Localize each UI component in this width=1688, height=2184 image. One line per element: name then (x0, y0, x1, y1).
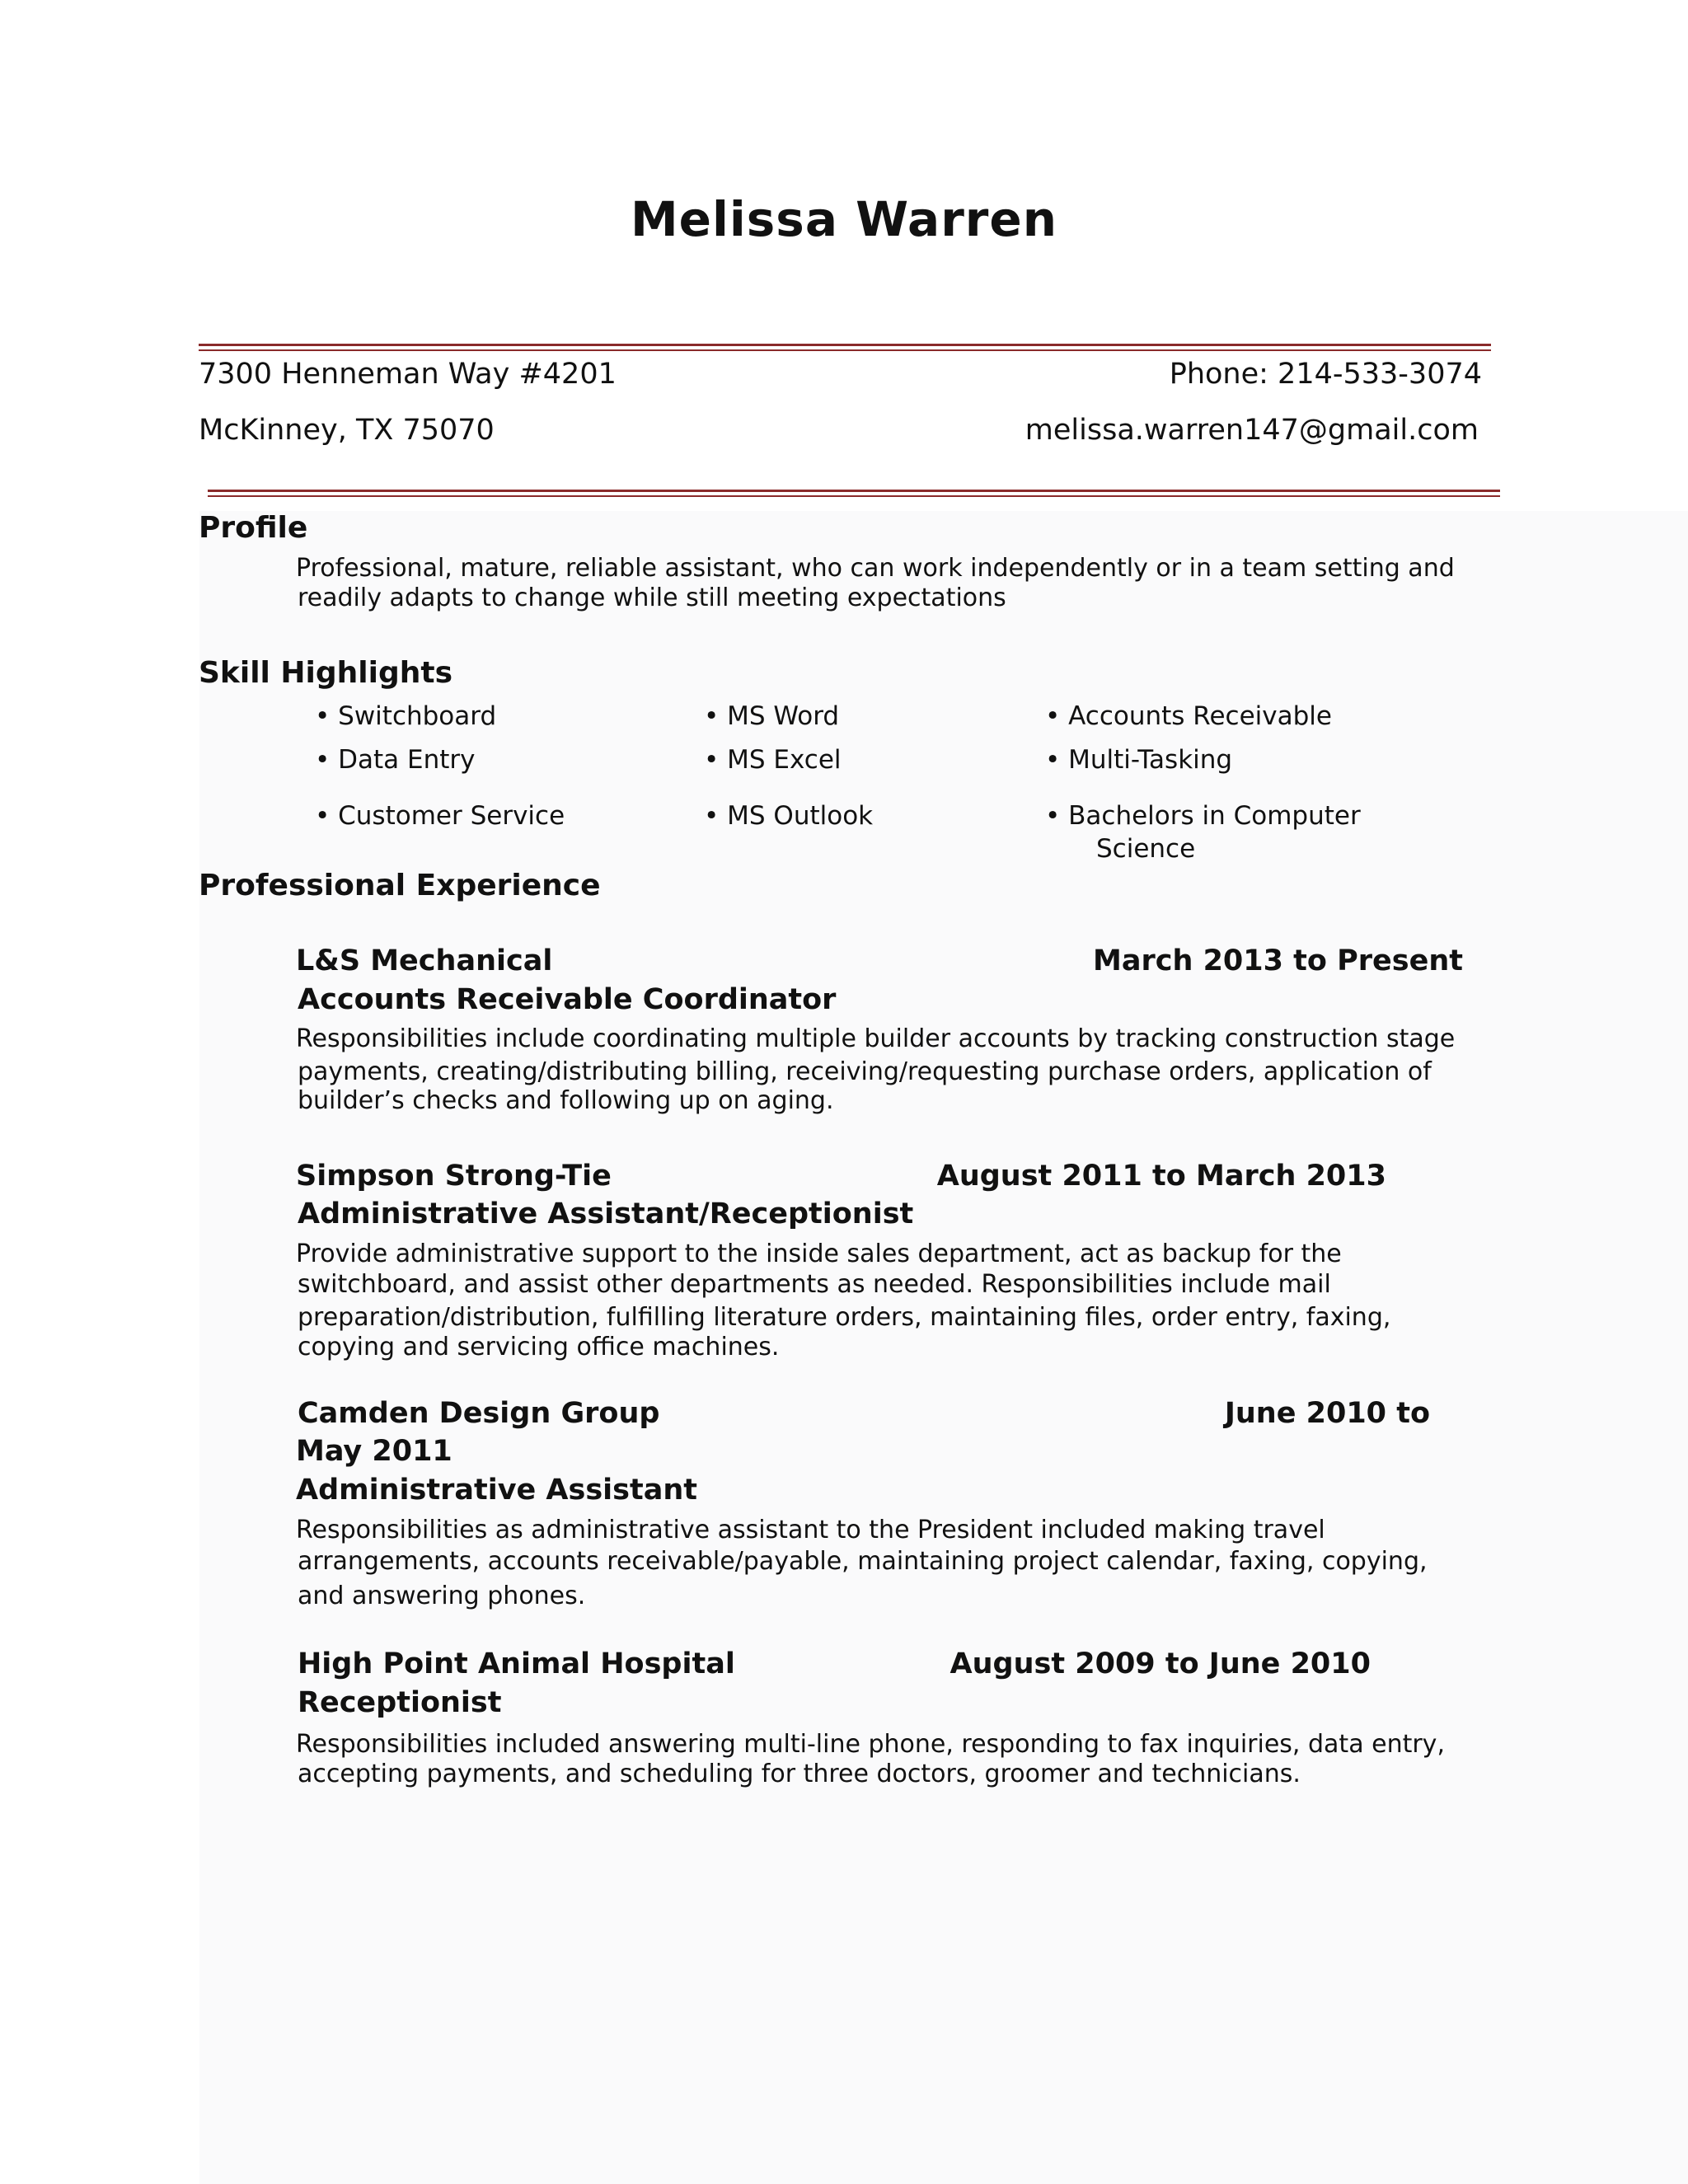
job-description-line: Responsibilities as administrative assistant to the President included making travel (296, 1516, 1325, 1544)
phone: Phone: 214-533-3074 (1169, 358, 1482, 391)
job-description-line: and answering phones. (298, 1582, 586, 1610)
skill-item: • Customer Service (315, 801, 565, 831)
skill-item: • MS Excel (704, 745, 842, 775)
job-company: Simpson Strong-Tie (296, 1160, 612, 1193)
job-description-line: Provide administrative support to the inside sales department, act as backup for the (296, 1240, 1342, 1268)
profile-heading: Profile (199, 511, 308, 545)
job-description-line: payments, creating/distributing billing, receiving/requesting purchase orders, application of (298, 1057, 1432, 1086)
job-description-line: preparation/distribution, fulfilling literature orders, maintaining files, order entry, faxing, (298, 1303, 1391, 1332)
bottom-rule-2 (208, 495, 1500, 497)
skills-heading: Skill Highlights (199, 656, 453, 690)
job-title: Administrative Assistant (296, 1474, 698, 1507)
email: melissa.warren147@gmail.com (1025, 414, 1479, 447)
job-company: High Point Animal Hospital (298, 1647, 735, 1680)
job-dates: August 2011 to March 2013 (936, 1160, 1386, 1193)
job-company: Camden Design Group (298, 1397, 660, 1430)
address-line2: McKinney, TX 75070 (199, 414, 495, 447)
job-title: Accounts Receivable Coordinator (298, 983, 837, 1016)
resume-name: Melissa Warren (630, 191, 1058, 247)
job-dates-continued: May 2011 (296, 1435, 452, 1468)
profile-line2: readily adapts to change while still meeting expectations (298, 583, 1006, 612)
job-dates: June 2010 to (1224, 1397, 1430, 1430)
top-rule-1 (199, 344, 1491, 346)
job-dates: August 2009 to June 2010 (950, 1647, 1371, 1680)
bottom-rule-1 (208, 490, 1500, 492)
job-description-line: Responsibilities included answering multi-line phone, responding to fax inquiries, data entry, (296, 1730, 1445, 1759)
skill-item: • Bachelors in Computer (1045, 801, 1361, 831)
skill-item: • Data Entry (315, 745, 476, 775)
job-description-line: copying and servicing office machines. (298, 1333, 780, 1361)
job-description-line: Responsibilities include coordinating multiple builder accounts by tracking construction stage (296, 1024, 1456, 1053)
experience-heading: Professional Experience (199, 869, 601, 902)
job-description-line: accepting payments, and scheduling for three doctors, groomer and technicians. (298, 1760, 1301, 1788)
profile-line1: Professional, mature, reliable assistant, who can work independently or in a team setting and (296, 554, 1455, 583)
job-title: Administrative Assistant/Receptionist (298, 1197, 914, 1230)
job-description-line: switchboard, and assist other departments as needed. Responsibilities include mail (298, 1270, 1331, 1299)
skill-item: • MS Outlook (704, 801, 874, 831)
top-rule-2 (199, 349, 1491, 351)
job-dates: March 2013 to Present (1093, 944, 1463, 977)
skill-item-continued: Science (1096, 834, 1196, 864)
address-line1: 7300 Henneman Way #4201 (199, 358, 617, 391)
skill-item: • MS Word (704, 701, 840, 731)
skill-item: • Multi-Tasking (1045, 745, 1233, 775)
job-company: L&S Mechanical (296, 944, 553, 977)
job-description-line: builder’s checks and following up on aging. (298, 1086, 834, 1115)
skill-item: • Accounts Receivable (1045, 701, 1332, 731)
skill-item: • Switchboard (315, 701, 497, 731)
job-description-line: arrangements, accounts receivable/payable, maintaining project calendar, faxing, copying, (298, 1547, 1428, 1576)
job-title: Receptionist (298, 1686, 502, 1719)
